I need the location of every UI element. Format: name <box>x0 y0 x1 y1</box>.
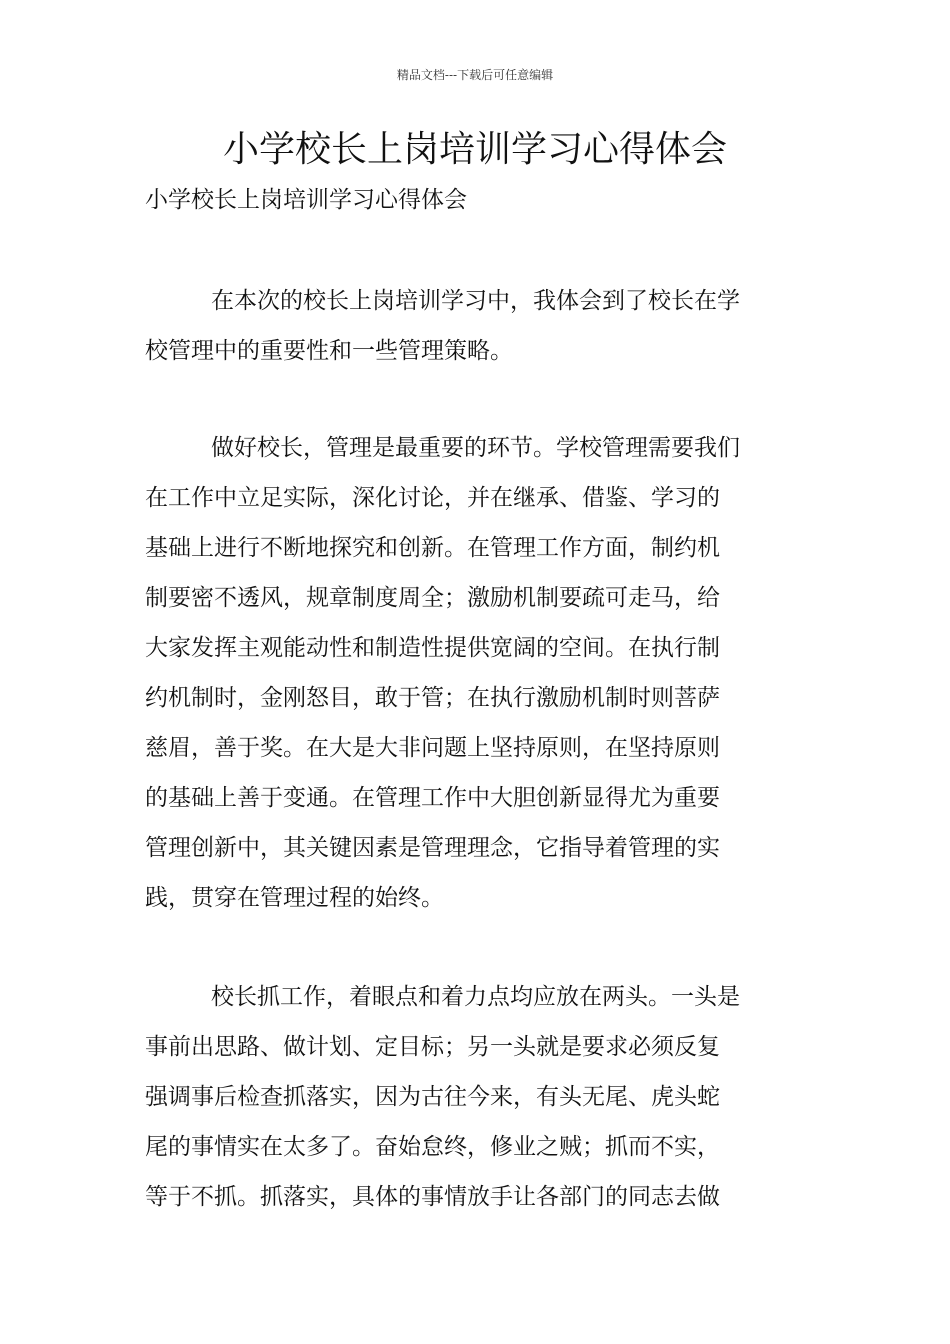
paragraph-2: 做好校长，管理是最重要的环节。学校管理需要我们 在工作中立足实际，深化讨论，并在继承、借鉴、学习的 基础上进行不断地探究和创新。在管理工作方面，制约机 制要密不透风，规章制度周全；激励机制要疏可走马，给 大家发挥主观能动性和制造性提供宽阔的空间。在执行制 约机制时，金刚怒目，敢于管；在执行激励机制时则菩萨 慈眉，善于奖。在大是大非问题上坚持原则，在坚持原则 的基础上善于变通。在管理工作中大胆创新显得尤为重要 管理创新中，其关键因素是管理理念，它指导着管理的实 践，贯穿在管理过程的始终。 <box>145 435 740 911</box>
header-note: 精品文档---下载后可任意编辑 <box>396 68 554 82</box>
document-title: 小学校长上岗培训学习心得体会 <box>222 129 727 170</box>
paragraph-3: 校长抓工作，着眼点和着力点均应放在两头。一头是 事前出思路、做计划、定目标；另一头就是要求必须反复 强调事后检查抓落实，因为古往今来，有头无尾、虎头蛇 尾的事情实在太多了。奋始怠终，修业之贼；抓而不实， 等于不抓。抓落实，具体的事情放手让各部门的同志去做 <box>145 984 740 1210</box>
paragraph-1: 在本次的校长上岗培训学习中，我体会到了校长在学 校管理中的重要性和一些管理策略。 <box>145 288 740 364</box>
document-subtitle: 小学校长上岗培训学习心得体会 <box>145 187 467 213</box>
